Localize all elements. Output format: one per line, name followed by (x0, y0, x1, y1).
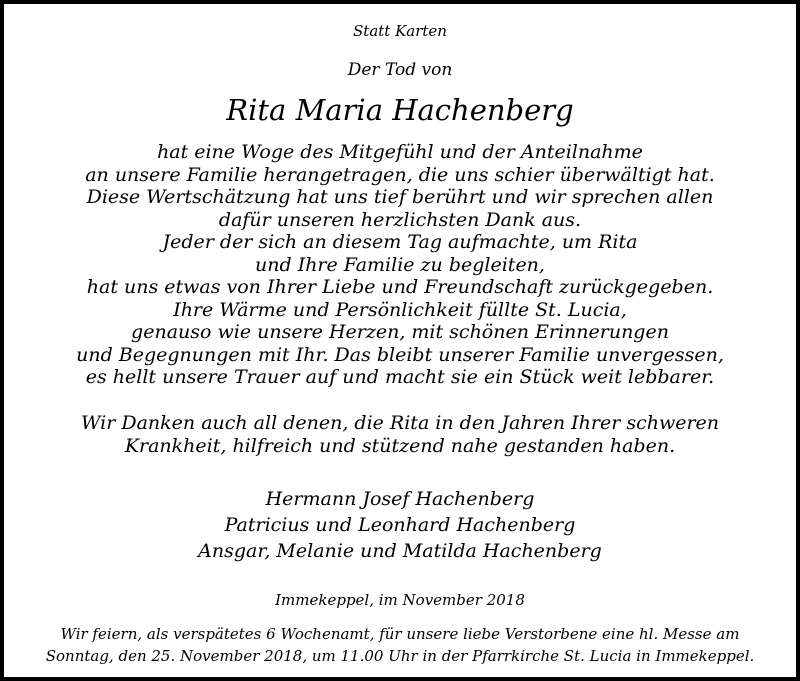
footer-line: Sonntag, den 25. November 2018, um 11.00 Uhr in der Pfarrkirche St. Lucia in Immekeppel. (45, 647, 755, 665)
signature-line: Patricius und Leonhard Hachenberg (224, 514, 576, 536)
paragraph-line: genauso wie unsere Herzen, mit schönen Erinnerungen (131, 321, 669, 343)
paragraph-line: Diese Wertschätzung hat uns tief berührt und wir sprechen allen (86, 186, 714, 208)
paragraph-line: Ihre Wärme und Persönlichkeit füllte St. Lucia, (173, 298, 627, 321)
deceased-name: Rita Maria Hachenberg (226, 93, 574, 127)
thanks-paragraph (4, 141, 796, 389)
paragraph-line: und Ihre Familie zu begleiten, (255, 253, 545, 276)
service-announcement (4, 623, 796, 667)
paragraph-line: und Begegnungen mit Ihr. Das bleibt unserer Familie unvergessen, (76, 343, 724, 366)
paragraph-line: es hellt unsere Trauer auf und macht sie ein Stück weit lebbarer. (85, 366, 715, 388)
gratitude-paragraph (4, 412, 796, 457)
paragraph-line: an unsere Familie herangetragen, die uns schier überwältigt hat. (85, 163, 715, 186)
paragraph-line: dafür unseren herzlichsten Dank aus. (218, 208, 582, 231)
place-date: Immekeppel, im November 2018 (275, 591, 525, 609)
footer-line: Wir feiern, als verspätetes 6 Wochenamt, für unsere liebe Verstorbene eine hl. Messe am (60, 625, 740, 643)
paragraph-line: hat uns etwas von Ihrer Liebe und Freundschaft zurückgegeben. (86, 276, 714, 298)
header-text: Statt Karten (353, 22, 447, 40)
paragraph-line: Krankheit, hilfreich und stützend nahe gestanden haben. (124, 434, 676, 457)
signatures (4, 486, 796, 564)
paragraph-line: Jeder der sich an diesem Tag aufmachte, um Rita (162, 231, 638, 253)
signature-line: Hermann Josef Hachenberg (265, 488, 535, 510)
signature-line: Ansgar, Melanie und Matilda Hachenberg (198, 540, 602, 562)
intro-text: Der Tod von (347, 60, 453, 80)
paragraph-line: Wir Danken auch all denen, die Rita in den Jahren Ihrer schweren (80, 412, 720, 434)
paragraph-line: hat eine Woge des Mitgefühl und der Anteilnahme (157, 141, 643, 163)
